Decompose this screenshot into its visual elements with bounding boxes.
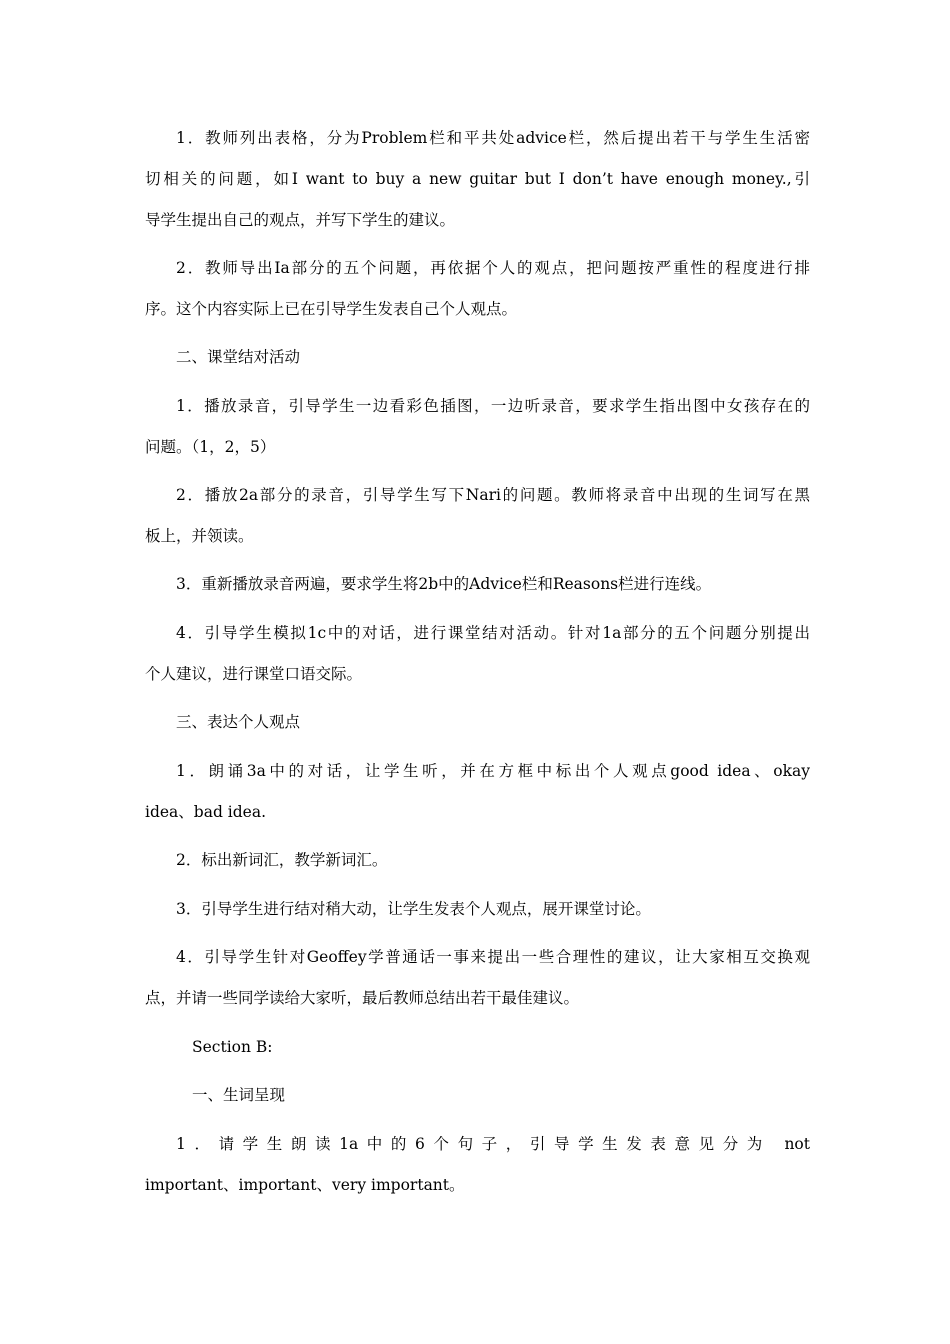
paragraph-line: 3．引导学生进行结对稍大动，让学生发表个人观点，展开课堂讨论。: [176, 900, 651, 918]
section-heading: 一、生词呈现: [192, 1086, 286, 1104]
section-heading: 三、表达个人观点: [176, 713, 301, 731]
paragraph-line: 1．播放录音，引导学生一边看彩色插图，一边听录音，要求学生指出图中女孩存在的: [176, 397, 810, 415]
paragraph-line: 1．请学生朗读1a中的6个句子，引导学生发表意见分为 not: [176, 1135, 810, 1153]
paragraph-line: 2．教师导出Ia部分的五个问题，再依据个人的观点，把问题按严重性的程度进行排: [176, 259, 810, 277]
paragraph-line: 1．朗诵3a中的对话，让学生听，并在方框中标出个人观点good idea、okay: [176, 762, 810, 780]
paragraph-line: 1．教师列出表格，分为Problem栏和平共处advice栏，然后提出若干与学生生活密: [176, 129, 810, 147]
paragraph-line: 3．重新播放录音两遍，要求学生将2b中的Advice栏和Reasons栏进行连线。: [176, 575, 712, 593]
paragraph-line: 板上，并领读。: [145, 527, 254, 545]
paragraph-line: 点，并请一些同学读给大家听，最后教师总结出若干最佳建议。: [145, 989, 580, 1007]
paragraph-line: 个人建议，进行课堂口语交际。: [145, 665, 363, 683]
paragraph-line: 切相关的问题，如I want to buy a new guitar but I don’t have enough money.,引: [145, 170, 810, 188]
section-heading: Section B:: [192, 1038, 273, 1056]
paragraph-line: 2．标出新词汇，教学新词汇。: [176, 851, 388, 869]
section-heading: 二、课堂结对活动: [176, 348, 301, 366]
paragraph-line: idea、bad idea.: [145, 803, 267, 821]
paragraph-line: important、important、very important。: [145, 1176, 465, 1194]
paragraph-line: 序。这个内容实际上已在引导学生发表自己个人观点。: [145, 300, 518, 318]
paragraph-line: 导学生提出自己的观点，并写下学生的建议。: [145, 211, 456, 229]
paragraph-line: 问题。（1，2，5）: [145, 438, 276, 456]
paragraph-line: 2．播放2a部分的录音，引导学生写下Nari的问题。教师将录音中出现的生词写在黑: [176, 486, 810, 504]
paragraph-line: 4．引导学生针对Geoffey学普通话一事来提出一些合理性的建议，让大家相互交换观: [176, 948, 810, 966]
paragraph-line: 4．引导学生模拟1c中的对话，进行课堂结对活动。针对1a部分的五个问题分别提出: [176, 624, 810, 642]
